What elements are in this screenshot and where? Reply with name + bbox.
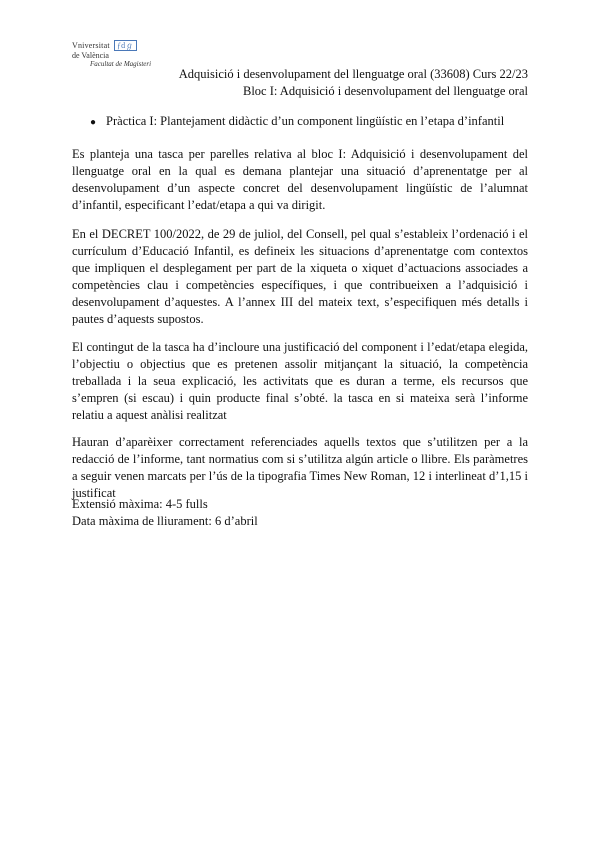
logo-university-name: Vniversitat <box>72 41 110 50</box>
practice-title-text: Pràctica I: Plantejament didàctic d’un component lingüístic en l’etapa d’infantil <box>106 114 505 128</box>
paragraph-task-description: Es planteja una tasca per parelles relativa al bloc I: Adquisició i desenvolupament del llenguatge oral en la qual es demana plantejar una situació d’aprenentatge per al desenvolupament d’un aspecte concret del desenvolupament lingüístic de l’alumnat d’infantil, especificant l’edat/etapa a qui va dirigit. <box>72 147 528 212</box>
logo-mark: ƒdℊ <box>114 40 137 51</box>
header-block-line: Bloc I: Adquisició i desenvolupament del llenguatge oral <box>242 84 528 98</box>
paragraph-references-format: Hauran d’aparèixer correctament referenciades aquells textos que s’utilitzen per a la redacció de l’informe, tant normatius com si s’utilitza algún article o llibre. Els paràmetres a seguir venen marcats per l’ús de la tipografia Times New Roman, 12 i interlineat d’1,15 i justificat <box>72 435 528 500</box>
logo-university-city: de València <box>72 51 109 60</box>
logo-faculty: Facultat de Magisteri <box>90 60 152 68</box>
practice-title <box>90 114 504 131</box>
document-header <box>179 66 528 100</box>
header-course-line: Adquisició i desenvolupament del llenguatge oral (33608) Curs 22/23 <box>178 67 528 81</box>
university-logo <box>72 40 162 70</box>
paragraph-decret: En el DECRET 100/2022, de 29 de juliol, del Consell, pel qual s’estableix l’ordenació i el currículum d’Educació Infantil, es defineix les situacions d’aprenentatge com contextos que impliquen el desplegament per part de la xiqueta o xiquet d’actuacions associades a competències clau i competències específiques, i que contribueixen a l’adquisició i desenvolupament d’aquestes. A l’annex III del mateix text, s’especifiquen més detalls i pautes d’aquests supostos. <box>72 227 528 326</box>
submission-info <box>72 496 528 530</box>
deadline: Data màxima de lliurament: 6 d’abril <box>72 514 258 528</box>
max-extension: Extensió màxima: 4-5 fulls <box>72 497 208 511</box>
bullet-icon: ● <box>90 117 97 128</box>
paragraph-content-requirements: El contingut de la tasca ha d’incloure una justificació del component i l’edat/etapa elegida, l’objectiu o objectius que es pretenen assolir mitjançant la situació, la competència treballada i la seua explicació, les activitats que es duran a terme, els recursos que s’empren (si escau) i quin producte final s’obté. la tasca en si mateixa serà l’informe relatiu a aquest anàlisi realitzat <box>72 340 528 422</box>
